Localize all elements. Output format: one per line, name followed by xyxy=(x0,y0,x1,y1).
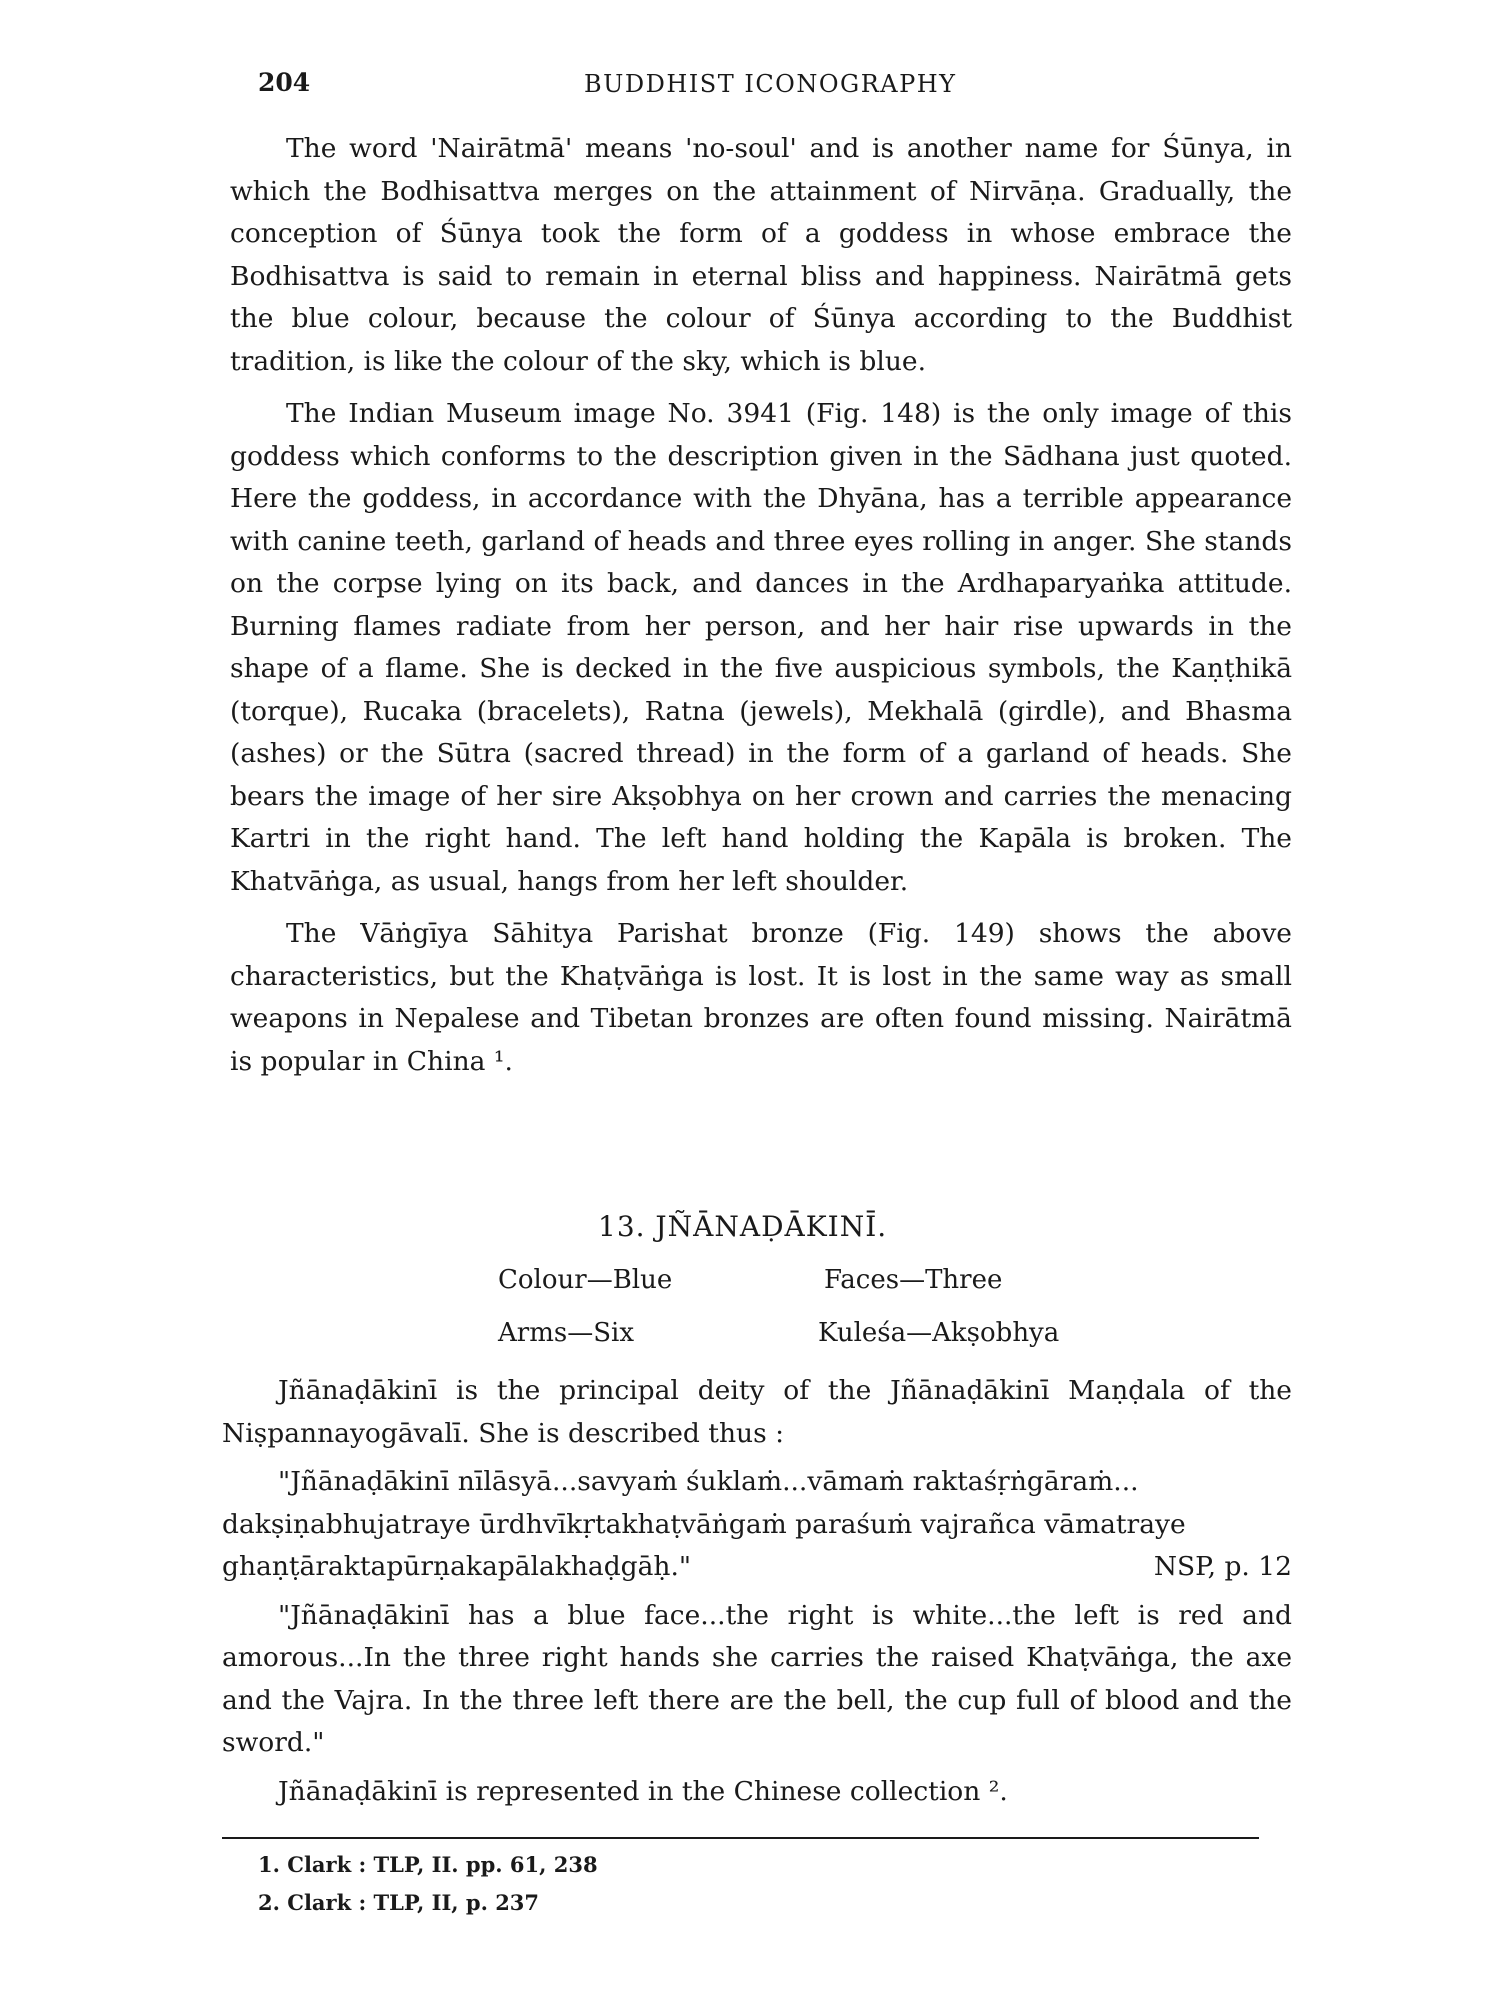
footnote-divider xyxy=(222,1837,1259,1839)
paragraph-intro: Jñānaḍākinī is the principal deity of the Jñānaḍākinī Maṇḍala of the Niṣpannayogāvalī. She is described thus : xyxy=(222,1375,1292,1449)
attribute-arms: Arms—Six xyxy=(498,1318,634,1348)
footnote-1: 1. Clark : TLP, II. pp. 61, 238 xyxy=(258,1852,598,1877)
sanskrit-quote xyxy=(222,1461,1292,1589)
book-title: BUDDHIST ICONOGRAPHY xyxy=(584,70,957,98)
quote-source: NSP, p. 12 xyxy=(1153,1551,1292,1582)
attribute-kulesa: Kuleśa—Akṣobhya xyxy=(818,1318,1060,1348)
quote-line-1: "Jñānaḍākinī nīlāsyā...savyaṁ śuklaṁ...vāmaṁ raktaśṛṅgāraṁ... xyxy=(278,1466,1139,1497)
quote-line-3: ghaṇṭāraktapūrṇakapālakhaḍgāḥ." xyxy=(222,1551,692,1582)
attribute-colour: Colour—Blue xyxy=(498,1265,673,1295)
paragraph-vangiya-bronze: The Vāṅgīya Sāhitya Parishat bronze (Fig. 149) shows the above characteristics, but the Khaṭvāṅga is lost. It is lost in the same way as small weapons in Nepalese and Tibetan bronzes are often found missing. Nairātmā is popular in China ¹. xyxy=(230,918,1292,1077)
section-heading: 13. JÑĀNAḌĀKINĪ. xyxy=(598,1210,888,1243)
main-text xyxy=(230,128,1292,1093)
page-number: 204 xyxy=(258,68,311,97)
footnote-2: 2. Clark : TLP, II, p. 237 xyxy=(258,1890,540,1915)
paragraph-closing: Jñānaḍākinī is represented in the Chinese collection ². xyxy=(278,1775,1008,1807)
paragraph-indian-museum-image: The Indian Museum image No. 3941 (Fig. 148) is the only image of this goddess which conforms to the description given in the Sādhana just quoted. Here the goddess, in accordance with the Dhyāna, has a terrible appearance with canine teeth, garland of heads and three eyes rolling in anger. She stands on the corpse lying on its back, and dances in the Ardhaparyaṅka attitude. Burning flames radiate from her person, and her hair rise upwards in the shape of a flame. She is decked in the five auspicious symbols, the Kaṇṭhikā (torque), Rucaka (bracelets), Ratna (jewels), Mekhalā (girdle), and Bhasma (ashes) or the Sūtra (sacred thread) in the form of a garland of heads. She bears the image of her sire Akṣobhya on her crown and carries the menacing Kartri in the right hand. The left hand holding the Kapāla is broken. The Khatvāṅga, as usual, hangs from her left shoulder. xyxy=(230,398,1292,897)
paragraph-translation: "Jñānaḍākinī has a blue face...the right is white...the left is red and amorous...In the three right hands she carries the raised Khaṭvāṅga, the axe and the Vajra. In the three left there are the bell, the cup full of blood and the sword." xyxy=(222,1599,1292,1758)
running-head xyxy=(0,68,1500,108)
attribute-faces: Faces—Three xyxy=(824,1265,1003,1295)
section-text xyxy=(222,1370,1292,1819)
paragraph-nairatma-meaning: The word 'Nairātmā' means 'no-soul' and is another name for Śūnya, in which the Bodhisattva merges on the attainment of Nirvāṇa. Gradually, the conception of Śūnya took the form of a goddess in whose embrace the Bodhisattva is said to remain in eternal bliss and happiness. Nairātmā gets the blue colour, because the colour of Śūnya according to the Buddhist tradition, is like the colour of the sky, which is blue. xyxy=(230,133,1292,377)
quote-line-2: dakṣiṇabhujatraye ūrdhvīkṛtakhaṭvāṅgaṁ paraśuṁ vajrañca vāmatraye xyxy=(222,1508,1186,1540)
